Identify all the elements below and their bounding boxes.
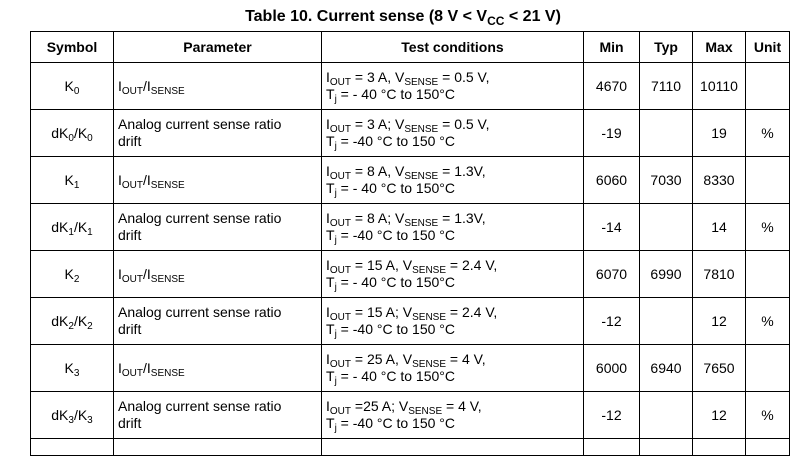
min-cell: 4670 xyxy=(584,63,640,110)
table-row xyxy=(31,110,790,157)
table-row-partial xyxy=(31,439,790,456)
conditions-cell: $I_{OUT} = 25$ A, $V_{SENSE} = 4$ V, $T_j$ = - 40 °C to 150°C xyxy=(322,345,584,392)
symbol-cell: $K_1$ xyxy=(31,157,114,204)
empty-cell xyxy=(31,439,114,456)
symbol-cell: $dK_0/K_0$ xyxy=(31,110,114,157)
table-title: Table 10. Current sense (8 $V < V_{CC} < 21$ V) xyxy=(245,8,561,28)
table-row xyxy=(31,63,790,110)
unit-cell: % xyxy=(746,392,790,439)
parameter-cell: $I_{OUT}/I_{SENSE}$ xyxy=(114,63,322,110)
typ-cell: 6990 xyxy=(640,251,693,298)
unit-cell xyxy=(746,63,790,110)
parameter-cell: $I_{OUT}/I_{SENSE}$ xyxy=(114,345,322,392)
min-cell: -19 xyxy=(584,110,640,157)
unit-cell xyxy=(746,345,790,392)
symbol-cell: $K_3$ xyxy=(31,345,114,392)
parameter-cell: Analog current sense ratio drift xyxy=(114,204,322,251)
unit-cell: % xyxy=(746,298,790,345)
min-cell: 6060 xyxy=(584,157,640,204)
conditions-cell: $I_{OUT} = 15$ A, $V_{SENSE} = 2.4$ V, $T_j$ = - 40 °C to 150°C xyxy=(322,251,584,298)
max-cell: 10110 xyxy=(693,63,746,110)
min-cell: -14 xyxy=(584,204,640,251)
min-cell: -12 xyxy=(584,298,640,345)
unit-cell: % xyxy=(746,204,790,251)
max-cell: 12 xyxy=(693,392,746,439)
parameter-cell: $I_{OUT}/I_{SENSE}$ xyxy=(114,157,322,204)
max-cell: 19 xyxy=(693,110,746,157)
typ-cell xyxy=(640,298,693,345)
header-symbol: Symbol xyxy=(31,32,114,63)
header-min: Min xyxy=(584,32,640,63)
unit-cell: % xyxy=(746,110,790,157)
table-row xyxy=(31,298,790,345)
table-row xyxy=(31,157,790,204)
max-cell: 7810 xyxy=(693,251,746,298)
header-max: Max xyxy=(693,32,746,63)
min-cell: -12 xyxy=(584,392,640,439)
header-test-conditions: Test conditions xyxy=(322,32,584,63)
empty-cell xyxy=(584,439,640,456)
max-cell: 8330 xyxy=(693,157,746,204)
min-cell: 6000 xyxy=(584,345,640,392)
header-typ: Typ xyxy=(640,32,693,63)
symbol-cell: $dK_3/K_3$ xyxy=(31,392,114,439)
parameter-cell: $I_{OUT}/I_{SENSE}$ xyxy=(114,251,322,298)
typ-cell: 7110 xyxy=(640,63,693,110)
conditions-cell: $I_{OUT} = 3$ A; $V_{SENSE} = 0.5$ V, $T_j = -40$ °C to 150 °C xyxy=(322,110,584,157)
current-sense-table xyxy=(30,31,790,456)
parameter-cell: Analog current sense ratio drift xyxy=(114,110,322,157)
max-cell: 14 xyxy=(693,204,746,251)
symbol-cell: $dK_1/K_1$ xyxy=(31,204,114,251)
typ-cell xyxy=(640,392,693,439)
symbol-cell: $K_0$ xyxy=(31,63,114,110)
unit-cell xyxy=(746,157,790,204)
empty-cell xyxy=(746,439,790,456)
typ-cell xyxy=(640,204,693,251)
header-unit: Unit xyxy=(746,32,790,63)
parameter-cell: Analog current sense ratio drift xyxy=(114,298,322,345)
unit-cell xyxy=(746,251,790,298)
header-row xyxy=(31,32,790,63)
empty-cell xyxy=(322,439,584,456)
typ-cell xyxy=(640,110,693,157)
conditions-cell: $I_{OUT} = 8$ A, $V_{SENSE} = 1.3V$, $T_j$ = - 40 °C to 150°C xyxy=(322,157,584,204)
typ-cell: 6940 xyxy=(640,345,693,392)
conditions-cell: $I_{OUT} =25$ A; $V_{SENSE} = 4$ V, $T_j = -40$ °C to 150 °C xyxy=(322,392,584,439)
table-row xyxy=(31,251,790,298)
conditions-cell: $I_{OUT} = 8$ A; $V_{SENSE} = 1.3V$, $T_j = -40$ °C to 150 °C xyxy=(322,204,584,251)
symbol-cell: $dK_2/K_2$ xyxy=(31,298,114,345)
empty-cell xyxy=(114,439,322,456)
empty-cell xyxy=(640,439,693,456)
header-parameter: Parameter xyxy=(114,32,322,63)
min-cell: 6070 xyxy=(584,251,640,298)
parameter-cell: Analog current sense ratio drift xyxy=(114,392,322,439)
table-row xyxy=(31,204,790,251)
empty-cell xyxy=(693,439,746,456)
max-cell: 7650 xyxy=(693,345,746,392)
typ-cell: 7030 xyxy=(640,157,693,204)
conditions-cell: $I_{OUT} = 3$ A, $V_{SENSE} = 0.5$ V, $T_j$ = - 40 °C to 150°C xyxy=(322,63,584,110)
table-row xyxy=(31,392,790,439)
table-row xyxy=(31,345,790,392)
max-cell: 12 xyxy=(693,298,746,345)
conditions-cell: $I_{OUT} = 15$ A; $V_{SENSE} = 2.4$ V, $T_j = -40$ °C to 150 °C xyxy=(322,298,584,345)
symbol-cell: $K_2$ xyxy=(31,251,114,298)
